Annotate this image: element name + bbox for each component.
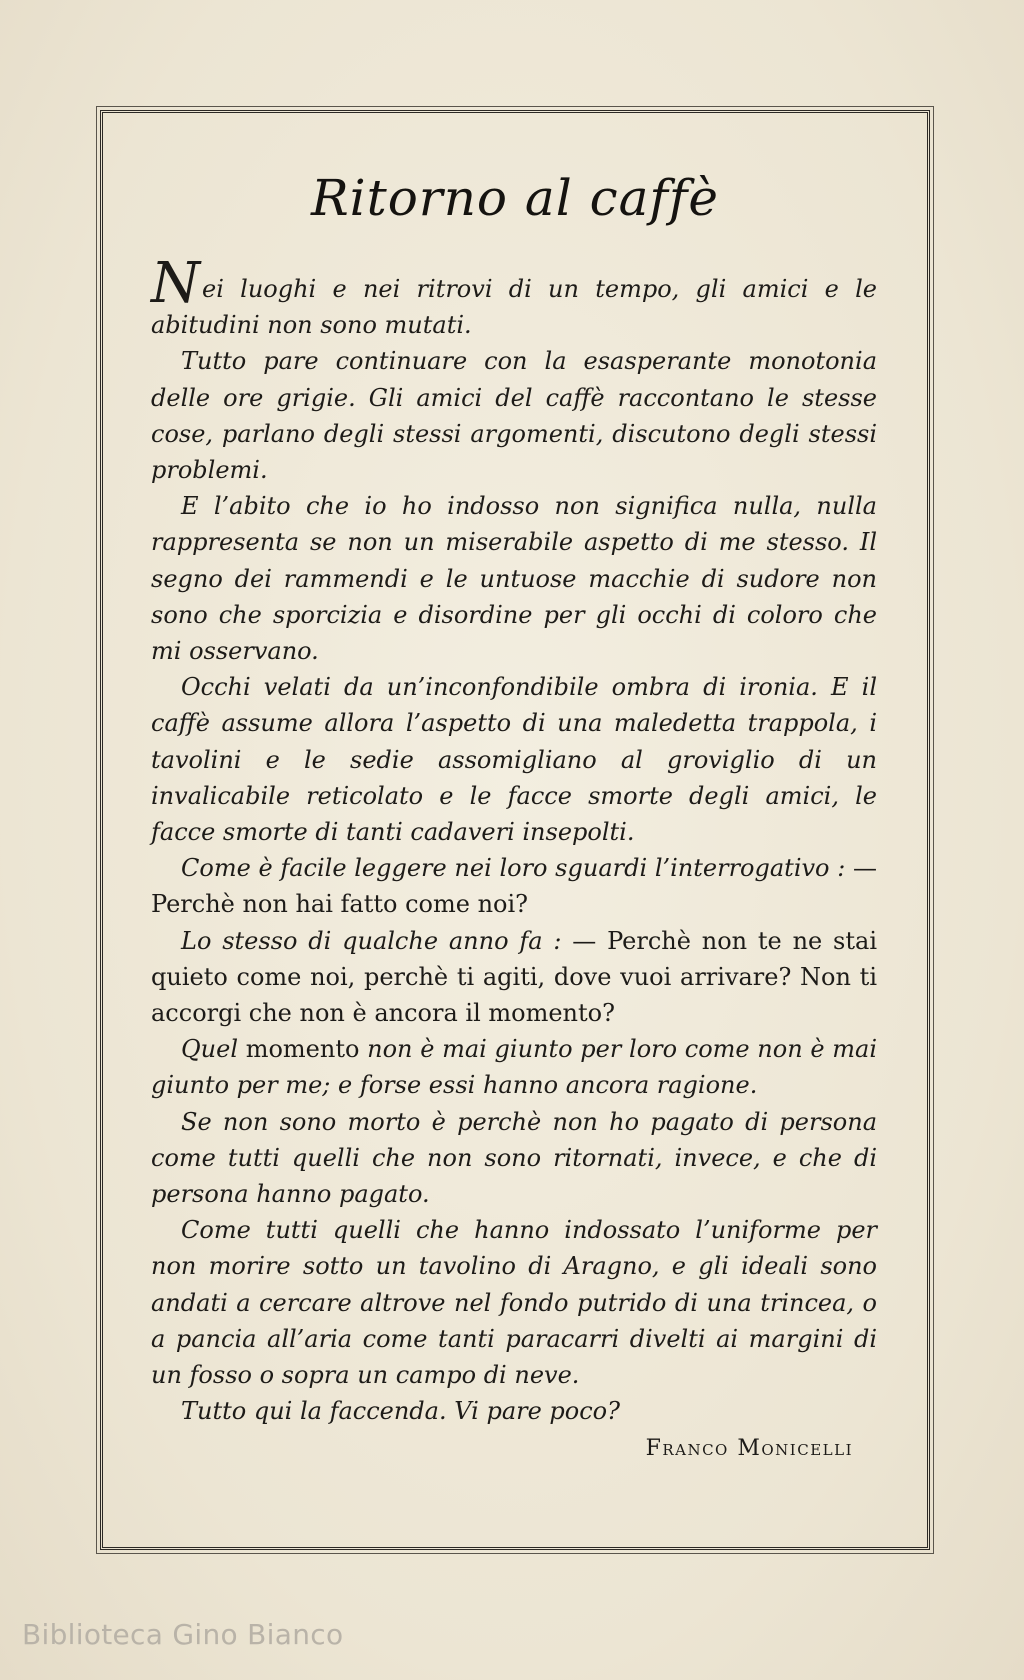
paragraph-5-roman: — Perchè non hai fatto come noi? xyxy=(151,854,877,919)
paragraph-2: Tutto pare continuare con la esasperante monotonia delle ore grigie. Gli amici del caffè raccontano le stesse cose, parlano degli stessi argomenti, discutono degli stessi problemi. xyxy=(151,347,877,485)
author-signature: Franco Monicelli xyxy=(645,1435,853,1461)
library-watermark: Biblioteca Gino Bianco xyxy=(22,1618,344,1651)
article-body xyxy=(151,251,878,1461)
paragraph-7 xyxy=(151,1031,877,1103)
paragraph-10: Tutto qui la faccenda. Vi pare poco? xyxy=(181,1397,620,1426)
paragraph-8: Se non sono morto è perchè non ho pagato di persona come tutti quelli che non sono ritornati, invece, e che di persona hanno pagato. xyxy=(151,1107,877,1209)
paragraph-7-italic-b: non è mai giunto per loro come non è mai giunto per me; e forse essi hanno ancora ragione. xyxy=(151,1035,878,1100)
paragraph-7-italic-a: Quel xyxy=(181,1035,239,1064)
paragraph-5 xyxy=(151,850,877,922)
paragraph-9: Come tutti quelli che hanno indossato l’uniforme per non morire sotto un tavolino di Aragno, e gli ideali sono andati a cercare altrove nel fondo putrido di una trincea, o a pancia all’aria come tanti paracarri divelti ai margini di un fosso o sopra un campo di neve. xyxy=(151,1216,877,1390)
page-frame xyxy=(100,110,930,1550)
paragraph-1-text: ei luoghi e nei ritrovi di un tempo, gli amici e le abitudini non sono mutati. xyxy=(151,275,877,340)
paragraph-1 xyxy=(151,251,877,343)
paragraph-6 xyxy=(151,923,877,1032)
paragraph-6-italic: Lo stesso di qualche anno fa : xyxy=(181,926,562,955)
article-title: Ritorno al caffè xyxy=(310,169,720,227)
paragraph-6-roman: — Perchè non te ne stai quieto come noi, perchè ti agiti, dove vuoi arrivare? Non ti accorgi che non è ancora il momento? xyxy=(151,926,877,1028)
drop-cap: N xyxy=(151,251,200,316)
paragraph-3: E l’abito che io ho indosso non significa nulla, nulla rappresenta se non un miserabile aspetto di me stesso. Il segno dei rammendi e le untuose macchie di sudore non sono che sporcizia e disordine per gli occhi di coloro che mi osservano. xyxy=(151,492,877,666)
paragraph-4: Occhi velati da un’inconfondibile ombra di ironia. E il caffè assume allora l’aspetto di una maledetta trappola, i tavolini e le sedie assomigliano al groviglio di un invalicabile reticolato e le facce smorte degli amici, le facce smorte di tanti cadaveri insepolti. xyxy=(151,673,877,847)
paragraph-5-italic: Come è facile leggere nei loro sguardi l’interrogativo : xyxy=(181,854,846,883)
paragraph-7-roman: momento xyxy=(238,1035,368,1064)
